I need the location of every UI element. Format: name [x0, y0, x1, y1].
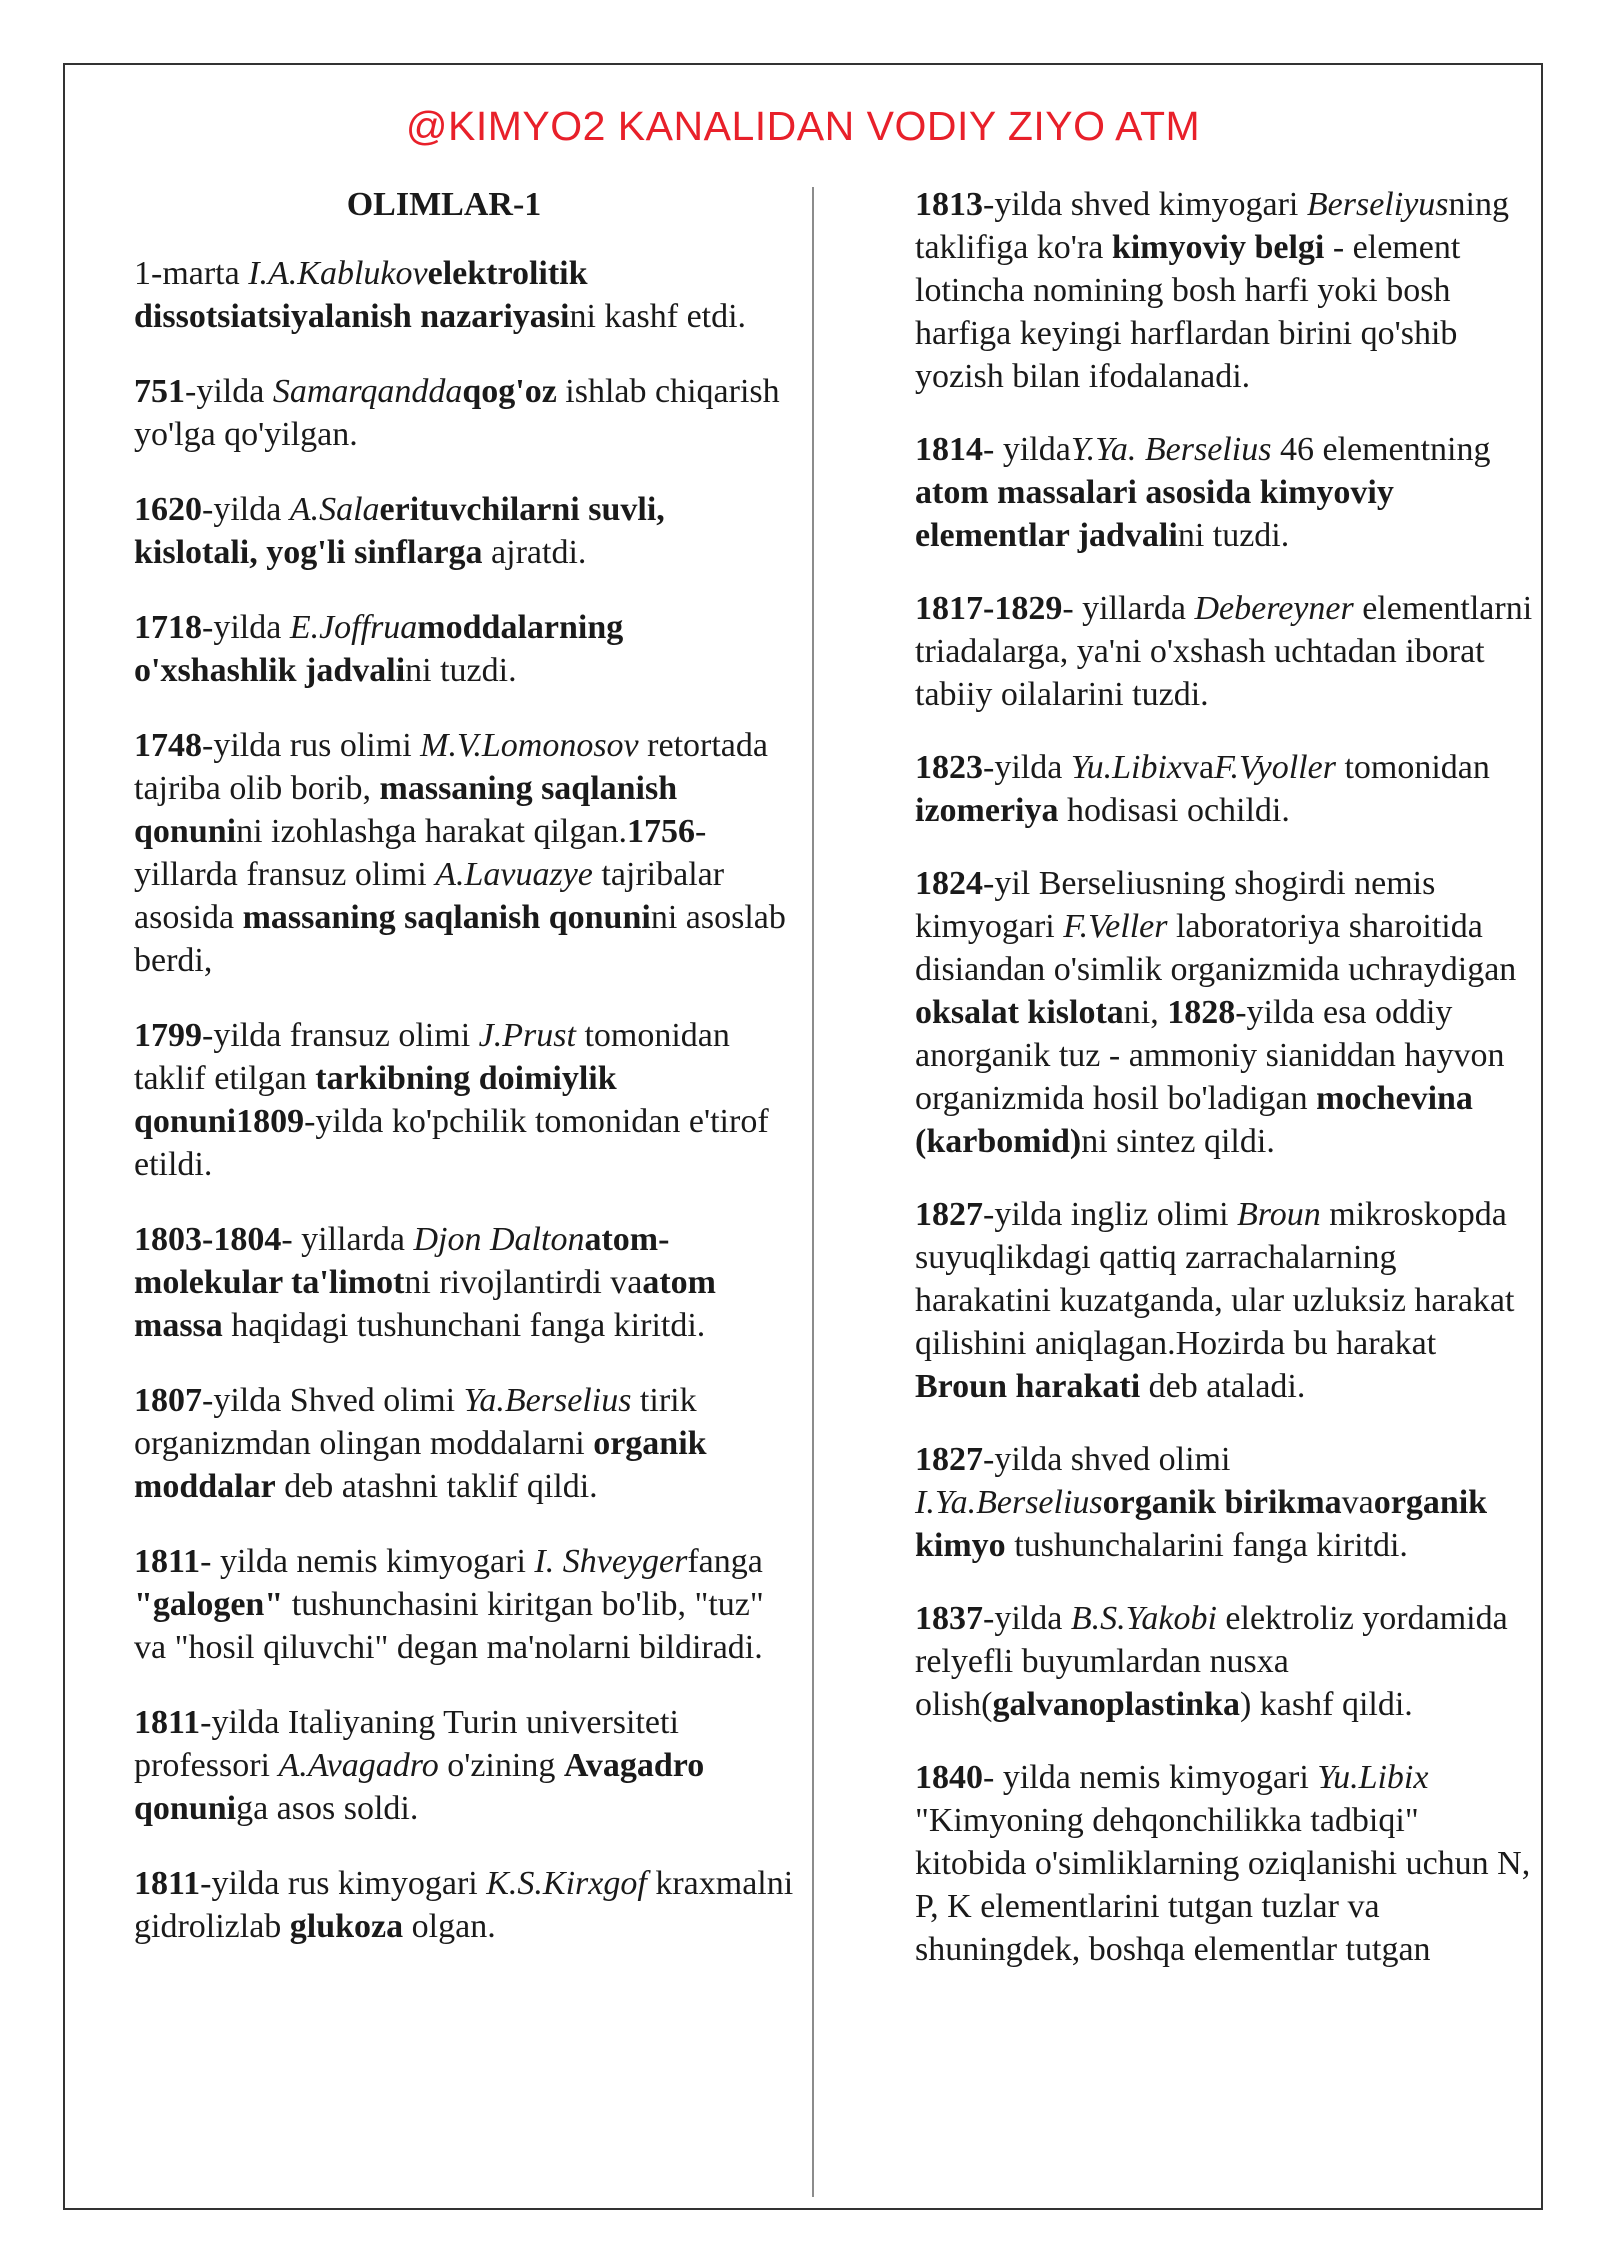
entry-1824: 1824-yil Berseliusning shogirdi nemis kimyogari F.Veller laboratoriya sharoitida disiandan o'simlik organizmida uchraydigan oksalat kislotani, 1828-yilda esa oddiy anorganik tuz - ammoniy sianiddan hayvon organizmida hosil bo'ladigan mochevina (karbomid)ni sintez qildi.: [915, 865, 1517, 1160]
entry-1827-broun: 1827-yilda ingliz olimi Broun mikroskopda suyuqlikdagi qattiq zarrachalarning harakatini kuzatganda, ular uzluksiz harakat qilishini aniqlagan.Hozirda bu harakat Broun harakati deb ataladi.: [915, 1196, 1515, 1405]
entry-1817: 1817-1829- yillarda Debereyner elementlarni triadalarga, ya'ni o'xshash uchtadan iborat tabiiy oilalarini tuzdi.: [915, 590, 1533, 713]
page-frame: [63, 63, 1543, 2210]
entry-751: 751-yilda Samarqanddaqog'oz ishlab chiqarish yo'lga qo'yilgan.: [134, 373, 780, 453]
channel-header: @KIMYO2 KANALIDAN VODIY ZIYO ATM: [405, 103, 1201, 149]
entry-1748: 1748-yilda rus olimi M.V.Lomonosov retortada tajriba olib borib, massaning saqlanish qonunini izohlashga harakat qilgan.1756-yillarda fransuz olimi A.Lavuazye tajribalar asosida massaning saqlanish qonunini asoslab berdi,: [134, 727, 786, 979]
entry-1799: 1799-yilda fransuz olimi J.Prust tomonidan taklif etilgan tarkibning doimiylik qonuni1809-yilda ko'pchilik tomonidan e'tirof etildi.: [134, 1017, 769, 1183]
entry-1814: 1814- yildaY.Ya. Berselius 46 elementning atom massalari asosida kimyoviy elementlar jadvalini tuzdi.: [915, 431, 1491, 554]
entry-1837: 1837-yilda B.S.Yakobi elektroliz yordamida relyefli buyumlardan nusxa olish(galvanoplastinka) kashf qildi.: [915, 1600, 1508, 1723]
entry-1811-kirxgof: 1811-yilda rus kimyogari K.S.Kirxgof kraxmalni gidrolizlab glukoza olgan.: [134, 1865, 794, 1945]
column-divider: [812, 187, 814, 2197]
left-column: [134, 183, 794, 1980]
entry-1813: 1813-yilda shved kimyogari Berseliyusning taklifiga ko'ra kimyoviy belgi - element lotincha nomining bosh harfi yoki bosh harfiga keyingi harflardan birini qo'shib yozish bilan ifodalanadi.: [915, 186, 1509, 395]
entry-1811-shveyger: 1811- yilda nemis kimyogari I. Shveygerfanga "galogen" tushunchasini kiritgan bo'lib, "tuz" va "hosil qiluvchi" degan ma'nolarni bildiradi.: [134, 1543, 764, 1666]
entry-1823: 1823-yilda Yu.LibixvaF.Vyoller tomonidan izomeriya hodisasi ochildi.: [915, 749, 1490, 829]
right-column: [915, 183, 1533, 2001]
column-title: OLIMLAR-1: [346, 186, 542, 223]
entry-1840: 1840- yilda nemis kimyogari Yu.Libix "Kimyoning dehqonchilikka tadbiqi" kitobida o'simliklarning oziqlanishi uchun N, P, K elementlarini tutgan tuzlar va shuningdek, boshqa elementlar tutgan: [915, 1759, 1531, 1968]
entry-1807: 1807-yilda Shved olimi Ya.Berselius tirik organizmdan olingan moddalarni organik moddalar deb atashni taklif qildi.: [134, 1382, 707, 1505]
entry-kablukov: 1-marta I.A.Kablukovelektrolitik dissotsiatsiyalanish nazariyasini kashf etdi.: [134, 255, 747, 335]
entry-1827-berselius: 1827-yilda shved olimi I.Ya.Berseliusorganik birikmavaorganik kimyo tushunchalarini fanga kiritdi.: [915, 1441, 1488, 1564]
entry-1620: 1620-yilda A.Salaerituvchilarni suvli, kislotali, yog'li sinflarga ajratdi.: [134, 491, 665, 571]
entry-1803: 1803-1804- yillarda Djon Daltonatom-molekular ta'limotni rivojlantirdi vaatom massa haqidagi tushunchani fanga kiritdi.: [134, 1221, 717, 1344]
entry-1718: 1718-yilda E.Joffruamoddalarning o'xshashlik jadvalini tuzdi.: [134, 609, 624, 689]
entry-1811-avagadro: 1811-yilda Italiyaning Turin universiteti professori A.Avagadro o'zining Avagadro qonuniga asos soldi.: [134, 1704, 705, 1827]
